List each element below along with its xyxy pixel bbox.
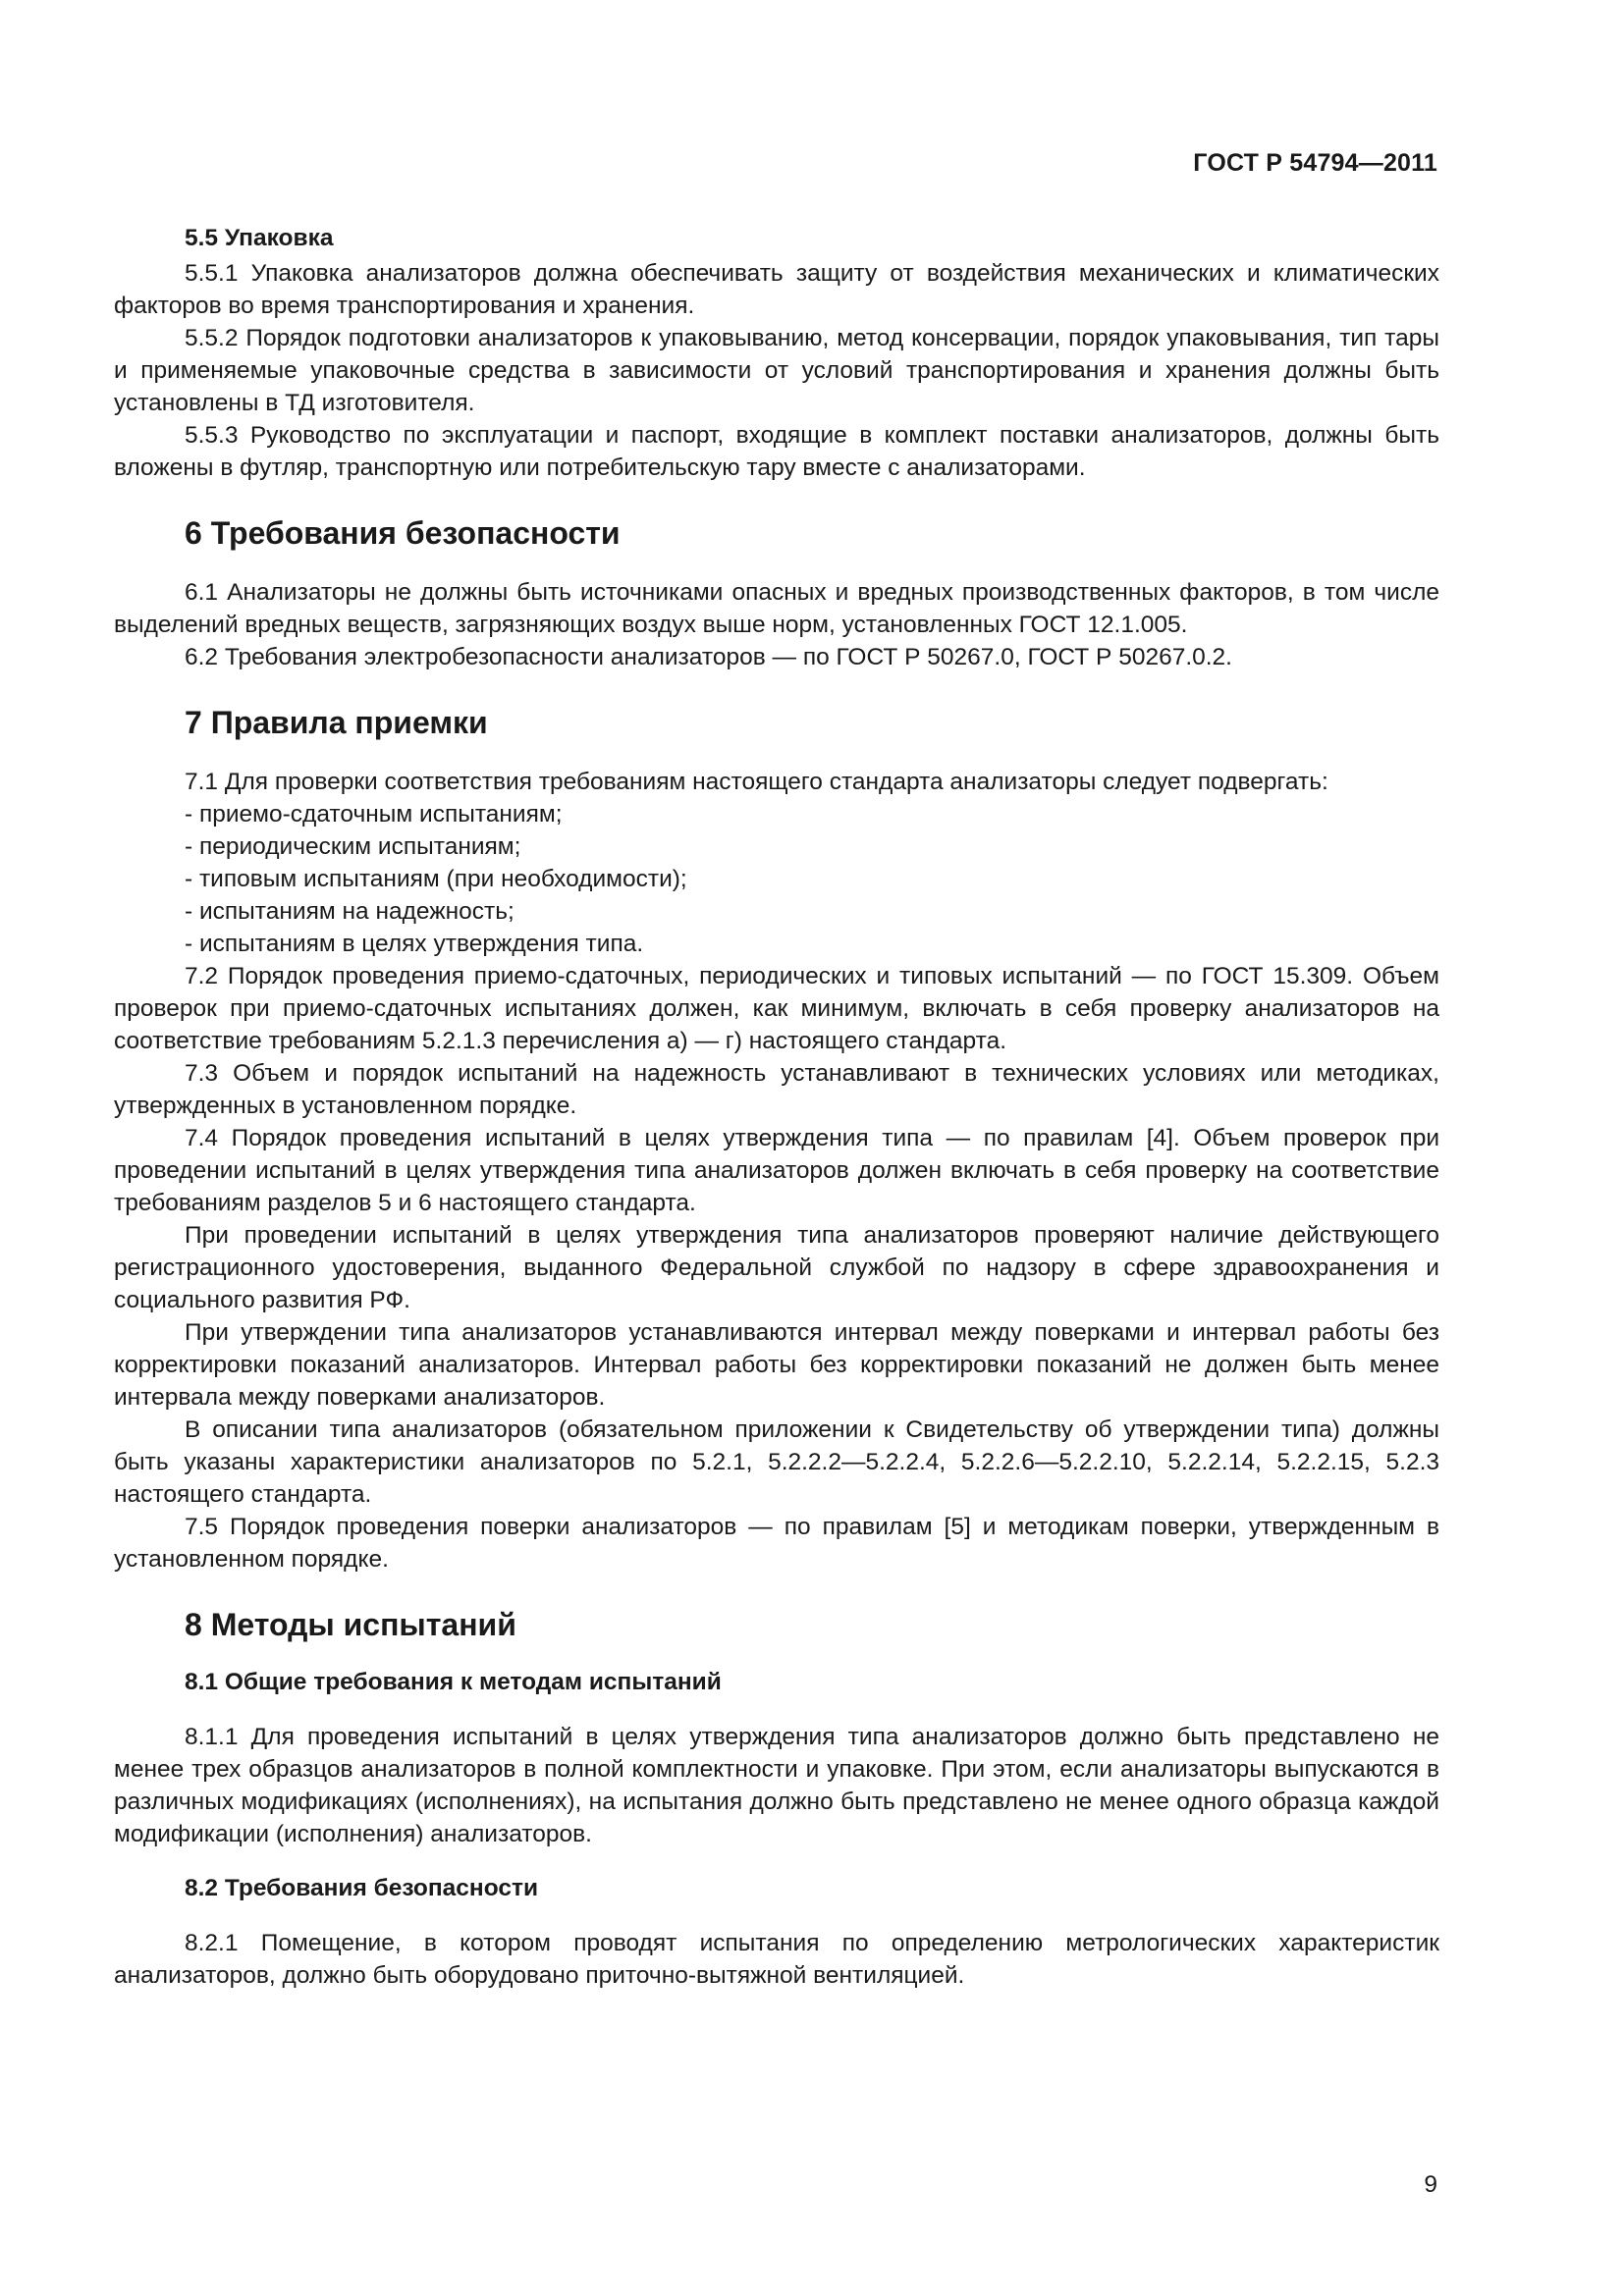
list-item: - приемо-сдаточным испытаниям; [185,801,563,828]
paragraph-6-1: 6.1 Анализаторы не должны быть источниками опасных и вредных производственных факторов, в том числе выделений вредных веществ, загрязняющих воздух выше норм, установленных ГОСТ 12.1.005. [114,579,1439,638]
paragraph-7-4-interval: При утверждении типа анализаторов устанавливаются интервал между поверками и интервал работы без корректировки показаний анализаторов. Интервал работы без корректировки показаний не должен быть менее интервала между поверками анализаторов. [114,1319,1439,1411]
list-item: - типовым испытаниям (при необходимости); [185,866,687,892]
paragraph-5-5-2: 5.5.2 Порядок подготовки анализаторов к упаковыванию, метод консервации, порядок упаковывания, тип тары и применяемые упаковочные средства в зависимости от условий транспортирования и хранения должны быть установлены в ТД изготовителя. [114,325,1439,416]
paragraph-7-4-description: В описании типа анализаторов (обязательном приложении к Свидетельству об утверждении типа) должны быть указаны характеристики анализаторов по 5.2.1, 5.2.2.2—5.2.2.4, 5.2.2.6—5.2.2.10, 5.2.2.14, 5.2.2.15, 5.2.3 настоящего стандарта. [114,1416,1439,1508]
paragraph-7-4: 7.4 Порядок проведения испытаний в целях утверждения типа — по правилам [4]. Объем проверок при проведении испытаний в целях утверждения типа анализаторов должен включать в себя проверку на соответствие требованиям разделов 5 и 6 настоящего стандарта. [114,1125,1439,1216]
document-body [114,222,1439,1992]
section-8-title: 8 Методы испытаний [185,1607,516,1642]
paragraph-7-1: 7.1 Для проверки соответствия требованиям настоящего стандарта анализаторы следует подвергать: [185,769,1328,795]
subsection-8-1-title: 8.1 Общие требования к методам испытаний [185,1669,722,1695]
paragraph-7-4-registration: При проведении испытаний в целях утверждения типа анализаторов проверяют наличие действующего регистрационного удостоверения, выданного Федеральной службой по надзору в сфере здравоохранения и социального развития РФ. [114,1222,1439,1313]
paragraph-8-1-1: 8.1.1 Для проведения испытаний в целях утверждения типа анализаторов должно быть представлено не менее трех образцов анализаторов в полной комплектности и упаковке. При этом, если анализаторы выпускаются в различных модификациях (исполнениях), на испытания должно быть представлено не менее одного образца каждой модификации (исполнения) анализаторов. [114,1724,1439,1847]
page-number: 9 [1424,2171,1437,2198]
paragraph-7-3: 7.3 Объем и порядок испытаний на надежность устанавливают в технических условиях или методиках, утвержденных в установленном порядке. [114,1060,1439,1119]
paragraph-7-2: 7.2 Порядок проведения приемо-сдаточных, периодических и типовых испытаний — по ГОСТ 15.309. Объем проверок при приемо-сдаточных испытаниях должен, как минимум, включать в себя проверку анализаторов на соответствие требованиям 5.2.1.3 перечисления а) — г) настоящего стандарта. [114,963,1439,1054]
document-code: ГОСТ Р 54794—2011 [1193,149,1437,177]
section-7-title: 7 Правила приемки [185,705,488,740]
subsection-5-5-title: 5.5 Упаковка [185,225,334,251]
paragraph-8-2-1: 8.2.1 Помещение, в котором проводят испытания по определению метрологических характеристик анализаторов, должно быть оборудовано приточно-вытяжной вентиляцией. [114,1930,1439,1989]
paragraph-5-5-1: 5.5.1 Упаковка анализаторов должна обеспечивать защиту от воздействия механических и климатических факторов во время транспортирования и хранения. [114,260,1439,319]
paragraph-6-2: 6.2 Требования электробезопасности анализаторов — по ГОСТ Р 50267.0, ГОСТ Р 50267.0.2. [185,644,1232,670]
list-7-1 [114,798,1439,960]
list-item: - испытаниям на надежность; [185,898,514,925]
list-item: - испытаниям в целях утверждения типа. [185,931,644,957]
section-6-title: 6 Требования безопасности [185,515,621,551]
list-item: - периодическим испытаниям; [185,833,521,860]
paragraph-5-5-3: 5.5.3 Руководство по эксплуатации и паспорт, входящие в комплект поставки анализаторов, должны быть вложены в футляр, транспортную или потребительскую тару вместе с анализаторами. [114,422,1439,481]
subsection-8-2-title: 8.2 Требования безопасности [185,1875,539,1901]
paragraph-7-5: 7.5 Порядок проведения поверки анализаторов — по правилам [5] и методикам поверки, утвержденным в установленном порядке. [114,1514,1439,1573]
